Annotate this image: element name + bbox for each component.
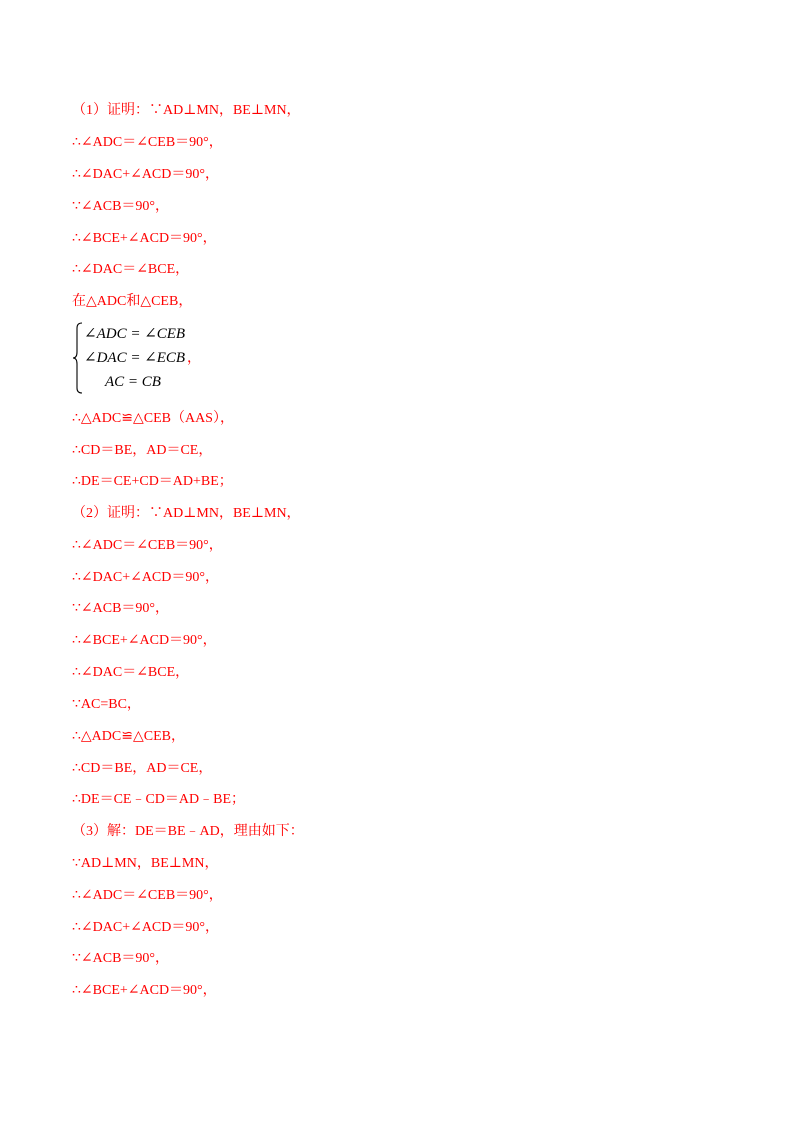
part3-line-1: （3）解：DE＝BE﹣AD，理由如下： — [72, 824, 304, 839]
part2-line-7: ∵AC=BC， — [72, 697, 141, 712]
equation-system — [72, 322, 212, 394]
equation-2: ∠DAC = ∠ECB — [84, 350, 186, 366]
part3-line-5: ∵∠ACB＝90°， — [72, 951, 170, 966]
part1-line-6: ∴∠DAC＝∠BCE， — [72, 262, 190, 277]
part2-line-3: ∴∠DAC+∠ACD＝90°， — [72, 570, 219, 585]
part3-line-2: ∵AD⊥MN，BE⊥MN， — [72, 856, 219, 871]
part3-line-3: ∴∠ADC＝∠CEB＝90°， — [72, 888, 223, 903]
part2-line-4: ∵∠ACB＝90°， — [72, 601, 170, 616]
part2-line-10: ∴DE＝CE﹣CD＝AD﹣BE； — [72, 792, 246, 807]
part2-line-9: ∴CD＝BE，AD＝CE， — [72, 761, 213, 776]
part1-line-1: （1）证明：∵AD⊥MN，BE⊥MN， — [72, 103, 301, 118]
equation-3: AC = CB — [105, 374, 161, 390]
part2-line-5: ∴∠BCE+∠ACD＝90°， — [72, 633, 217, 648]
part1-line-4: ∵∠ACB＝90°， — [72, 199, 170, 214]
part1-line-2: ∴∠ADC＝∠CEB＝90°， — [72, 135, 223, 150]
part1-after-line-2: ∴CD＝BE，AD＝CE， — [72, 443, 213, 458]
part1-line-5: ∴∠BCE+∠ACD＝90°， — [72, 231, 217, 246]
part3-line-6: ∴∠BCE+∠ACD＝90°， — [72, 983, 217, 998]
left-brace-icon — [72, 322, 84, 394]
part1-line-3: ∴∠DAC+∠ACD＝90°， — [72, 167, 219, 182]
part2-line-8: ∴△ADC≌△CEB， — [72, 729, 185, 744]
equation-1: ∠ADC = ∠CEB — [84, 326, 186, 342]
equation-2-comma: ， — [187, 351, 201, 366]
part2-line-2: ∴∠ADC＝∠CEB＝90°， — [72, 538, 223, 553]
part2-line-6: ∴∠DAC＝∠BCE， — [72, 665, 190, 680]
part1-line-7: 在△ADC和△CEB， — [72, 294, 193, 309]
part2-line-1: （2）证明：∵AD⊥MN，BE⊥MN， — [72, 506, 301, 521]
part1-after-line-3: ∴DE＝CE+CD＝AD+BE； — [72, 474, 233, 489]
part3-line-4: ∴∠DAC+∠ACD＝90°， — [72, 920, 219, 935]
part1-after-line-1: ∴△ADC≌△CEB（AAS）， — [72, 411, 234, 426]
